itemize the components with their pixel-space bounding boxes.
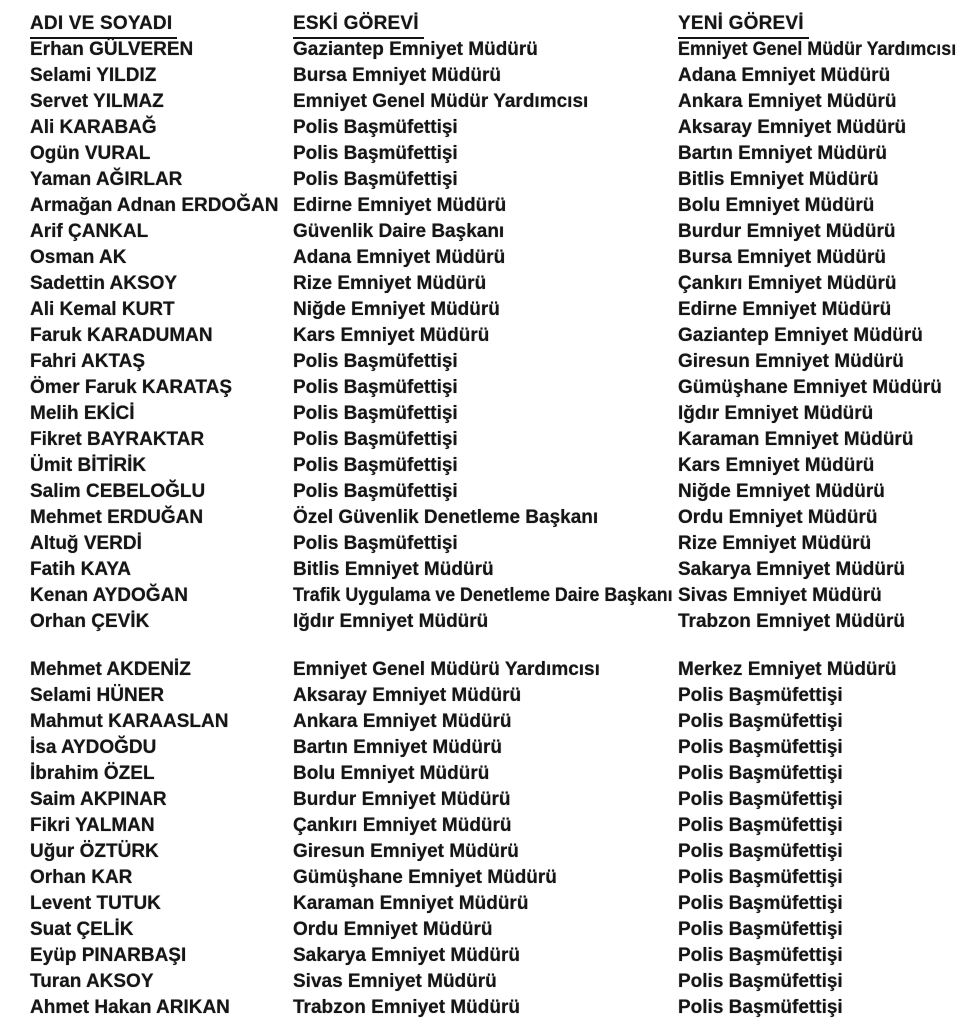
name-cell-text: Arif ÇANKAL <box>30 221 149 242</box>
name-cell-text: Uğur ÖZTÜRK <box>30 841 159 862</box>
old-position-cell <box>293 683 678 709</box>
new-position-cell-text: Emniyet Genel Müdür Yardımcısı <box>678 39 957 60</box>
new-position-cell <box>678 89 960 115</box>
new-position-cell-text: Ankara Emniyet Müdürü <box>678 91 897 112</box>
name-cell <box>30 787 293 813</box>
table-row <box>30 583 960 609</box>
new-position-cell <box>678 813 960 839</box>
new-position-cell <box>678 995 960 1021</box>
name-cell-text: Kenan AYDOĞAN <box>30 585 189 606</box>
table-row <box>30 709 960 735</box>
old-position-cell-text: Sakarya Emniyet Müdürü <box>293 945 521 966</box>
new-position-cell-text: Polis Başmüfettişi <box>678 789 843 810</box>
name-cell <box>30 583 293 609</box>
table-row <box>30 761 960 787</box>
old-position-cell-text: Polis Başmüfettişi <box>293 377 458 398</box>
old-position-cell <box>293 969 678 995</box>
old-position-cell <box>293 167 678 193</box>
old-position-cell <box>293 349 678 375</box>
old-position-cell <box>293 865 678 891</box>
table-row <box>30 89 960 115</box>
name-cell <box>30 865 293 891</box>
old-position-cell <box>293 427 678 453</box>
name-cell-text: Mehmet AKDENİZ <box>30 659 191 680</box>
new-position-cell <box>678 891 960 917</box>
old-position-cell <box>293 891 678 917</box>
header-old-position-label: ESKİ GÖREVİ <box>293 10 424 39</box>
old-position-cell-text: Polis Başmüfettişi <box>293 429 458 450</box>
new-position-cell <box>678 297 960 323</box>
name-cell <box>30 609 293 635</box>
new-position-cell-text: Bursa Emniyet Müdürü <box>678 247 886 268</box>
name-cell-text: Eyüp PINARBAŞI <box>30 945 187 966</box>
new-position-cell <box>678 349 960 375</box>
new-position-cell-text: Bitlis Emniyet Müdürü <box>678 169 879 190</box>
name-cell <box>30 375 293 401</box>
new-position-cell-text: Gaziantep Emniyet Müdürü <box>678 325 923 346</box>
old-position-cell-text: Kars Emniyet Müdürü <box>293 325 490 346</box>
name-cell <box>30 89 293 115</box>
name-cell-text: Yaman AĞIRLAR <box>30 169 183 190</box>
name-cell <box>30 219 293 245</box>
table-row <box>30 349 960 375</box>
old-position-cell <box>293 995 678 1021</box>
old-position-cell-text: Niğde Emniyet Müdürü <box>293 299 500 320</box>
table-row <box>30 323 960 349</box>
name-cell <box>30 505 293 531</box>
table-row <box>30 115 960 141</box>
old-position-cell <box>293 943 678 969</box>
name-cell-text: Fikri YALMAN <box>30 815 155 836</box>
new-position-cell-text: Sakarya Emniyet Müdürü <box>678 559 906 580</box>
new-position-cell <box>678 761 960 787</box>
appointments-group-reassignments <box>30 657 960 1021</box>
name-cell-text: Selami HÜNER <box>30 685 165 706</box>
table-row <box>30 787 960 813</box>
new-position-cell-text: Rize Emniyet Müdürü <box>678 533 872 554</box>
old-position-cell-text: Çankırı Emniyet Müdürü <box>293 815 512 836</box>
old-position-cell-text: Ordu Emniyet Müdürü <box>293 919 493 940</box>
new-position-cell <box>678 401 960 427</box>
name-cell <box>30 657 293 683</box>
old-position-cell-text: Rize Emniyet Müdürü <box>293 273 487 294</box>
old-position-cell-text: Ankara Emniyet Müdürü <box>293 711 512 732</box>
name-cell-text: Altuğ VERDİ <box>30 533 142 554</box>
new-position-cell-text: Trabzon Emniyet Müdürü <box>678 611 905 632</box>
new-position-cell <box>678 943 960 969</box>
old-position-cell-text: Burdur Emniyet Müdürü <box>293 789 511 810</box>
old-position-cell <box>293 839 678 865</box>
new-position-cell <box>678 167 960 193</box>
old-position-cell <box>293 245 678 271</box>
old-position-cell <box>293 735 678 761</box>
old-position-cell-text: Güvenlik Daire Başkanı <box>293 221 505 242</box>
new-position-cell <box>678 683 960 709</box>
new-position-cell-text: Adana Emniyet Müdürü <box>678 65 891 86</box>
old-position-cell <box>293 609 678 635</box>
old-position-cell <box>293 375 678 401</box>
header-name-cell <box>30 10 293 39</box>
name-cell-text: Orhan ÇEVİK <box>30 611 150 632</box>
name-cell <box>30 683 293 709</box>
table-row <box>30 657 960 683</box>
old-position-cell-text: Iğdır Emniyet Müdürü <box>293 611 489 632</box>
new-position-cell <box>678 969 960 995</box>
new-position-cell <box>678 787 960 813</box>
table-row <box>30 479 960 505</box>
old-position-cell-text: Bursa Emniyet Müdürü <box>293 65 501 86</box>
name-cell-text: Fahri AKTAŞ <box>30 351 146 372</box>
old-position-cell <box>293 297 678 323</box>
table-row <box>30 453 960 479</box>
old-position-cell-text: Emniyet Genel Müdür Yardımcısı <box>293 91 589 112</box>
table-row <box>30 865 960 891</box>
old-position-cell <box>293 813 678 839</box>
name-cell-text: Fikret BAYRAKTAR <box>30 429 205 450</box>
table-row <box>30 505 960 531</box>
name-cell-text: Ogün VURAL <box>30 143 151 164</box>
name-cell-text: Mehmet ERDUĞAN <box>30 507 204 528</box>
new-position-cell-text: Karaman Emniyet Müdürü <box>678 429 914 450</box>
name-cell <box>30 271 293 297</box>
name-cell-text: Faruk KARADUMAN <box>30 325 213 346</box>
old-position-cell <box>293 141 678 167</box>
new-position-cell-text: Giresun Emniyet Müdürü <box>678 351 904 372</box>
name-cell-text: Mahmut KARAASLAN <box>30 711 229 732</box>
new-position-cell-text: Polis Başmüfettişi <box>678 893 843 914</box>
new-position-cell-text: Gümüşhane Emniyet Müdürü <box>678 377 942 398</box>
name-cell-text: Suat ÇELİK <box>30 919 134 940</box>
name-cell <box>30 349 293 375</box>
old-position-cell <box>293 115 678 141</box>
name-cell <box>30 557 293 583</box>
old-position-cell-text: Edirne Emniyet Müdürü <box>293 195 507 216</box>
table-row <box>30 63 960 89</box>
new-position-cell-text: Merkez Emniyet Müdürü <box>678 659 897 680</box>
name-cell <box>30 531 293 557</box>
name-cell-text: Ali Kemal KURT <box>30 299 175 320</box>
name-cell-text: Selami YILDIZ <box>30 65 157 86</box>
new-position-cell-text: Niğde Emniyet Müdürü <box>678 481 885 502</box>
name-cell <box>30 761 293 787</box>
table-header-row <box>30 10 960 37</box>
new-position-cell-text: Edirne Emniyet Müdürü <box>678 299 892 320</box>
new-position-cell-text: Bolu Emniyet Müdürü <box>678 195 875 216</box>
name-cell <box>30 995 293 1021</box>
old-position-cell-text: Polis Başmüfettişi <box>293 403 458 424</box>
name-cell <box>30 917 293 943</box>
name-cell <box>30 709 293 735</box>
new-position-cell-text: Aksaray Emniyet Müdürü <box>678 117 907 138</box>
old-position-cell-text: Giresun Emniyet Müdürü <box>293 841 519 862</box>
name-cell-text: Orhan KAR <box>30 867 133 888</box>
old-position-cell <box>293 193 678 219</box>
header-name-label: ADI VE SOYADI <box>30 10 177 39</box>
new-position-cell <box>678 557 960 583</box>
old-position-cell-text: Polis Başmüfettişi <box>293 117 458 138</box>
old-position-cell <box>293 787 678 813</box>
name-cell <box>30 37 293 63</box>
name-cell <box>30 427 293 453</box>
name-cell <box>30 63 293 89</box>
table-row <box>30 917 960 943</box>
new-position-cell <box>678 709 960 735</box>
old-position-cell-text: Bolu Emniyet Müdürü <box>293 763 490 784</box>
table-row <box>30 297 960 323</box>
name-cell-text: Ahmet Hakan ARIKAN <box>30 997 230 1018</box>
name-cell-text: Erhan GÜLVEREN <box>30 39 194 60</box>
old-position-cell <box>293 453 678 479</box>
new-position-cell-text: Kars Emniyet Müdürü <box>678 455 875 476</box>
table-row <box>30 943 960 969</box>
old-position-cell-text: Polis Başmüfettişi <box>293 169 458 190</box>
name-cell <box>30 245 293 271</box>
new-position-cell <box>678 865 960 891</box>
table-row <box>30 141 960 167</box>
table-row <box>30 891 960 917</box>
new-position-cell <box>678 37 960 63</box>
old-position-cell <box>293 89 678 115</box>
table-row <box>30 735 960 761</box>
new-position-cell <box>678 479 960 505</box>
old-position-cell-text: Sivas Emniyet Müdürü <box>293 971 497 992</box>
name-cell-text: Salim CEBELOĞLU <box>30 481 206 502</box>
old-position-cell-text: Emniyet Genel Müdürü Yardımcısı <box>293 659 600 680</box>
table-row <box>30 37 960 63</box>
name-cell <box>30 167 293 193</box>
name-cell <box>30 453 293 479</box>
old-position-cell <box>293 271 678 297</box>
new-position-cell <box>678 583 960 609</box>
header-old-position-cell <box>293 10 678 39</box>
old-position-cell-text: Polis Başmüfettişi <box>293 481 458 502</box>
old-position-cell <box>293 401 678 427</box>
new-position-cell <box>678 657 960 683</box>
table-row <box>30 683 960 709</box>
old-position-cell <box>293 657 678 683</box>
name-cell-text: Levent TUTUK <box>30 893 161 914</box>
new-position-cell-text: Polis Başmüfettişi <box>678 867 843 888</box>
old-position-cell <box>293 531 678 557</box>
new-position-cell <box>678 375 960 401</box>
name-cell <box>30 297 293 323</box>
name-cell-text: Ümit BİTİRİK <box>30 455 147 476</box>
old-position-cell <box>293 557 678 583</box>
name-cell-text: Sadettin AKSOY <box>30 273 178 294</box>
new-position-cell <box>678 141 960 167</box>
table-row <box>30 531 960 557</box>
old-position-cell-text: Özel Güvenlik Denetleme Başkanı <box>293 507 599 528</box>
name-cell <box>30 839 293 865</box>
table-row <box>30 969 960 995</box>
new-position-cell <box>678 271 960 297</box>
new-position-cell-text: Polis Başmüfettişi <box>678 919 843 940</box>
name-cell <box>30 193 293 219</box>
header-new-position-cell <box>678 10 960 39</box>
name-cell-text: İbrahim ÖZEL <box>30 763 155 784</box>
old-position-cell-text: Polis Başmüfettişi <box>293 455 458 476</box>
table-row <box>30 839 960 865</box>
table-row <box>30 557 960 583</box>
table-row <box>30 193 960 219</box>
new-position-cell-text: Polis Başmüfettişi <box>678 997 843 1018</box>
name-cell <box>30 891 293 917</box>
old-position-cell-text: Polis Başmüfettişi <box>293 143 458 164</box>
new-position-cell <box>678 453 960 479</box>
old-position-cell <box>293 709 678 735</box>
table-row <box>30 995 960 1021</box>
old-position-cell-text: Bartın Emniyet Müdürü <box>293 737 503 758</box>
name-cell-text: Melih EKİCİ <box>30 403 135 424</box>
new-position-cell <box>678 531 960 557</box>
old-position-cell <box>293 583 678 609</box>
new-position-cell-text: Polis Başmüfettişi <box>678 815 843 836</box>
new-position-cell-text: Polis Başmüfettişi <box>678 763 843 784</box>
table-row <box>30 609 960 635</box>
old-position-cell-text: Gümüşhane Emniyet Müdürü <box>293 867 557 888</box>
old-position-cell <box>293 761 678 787</box>
name-cell-text: Ali KARABAĞ <box>30 117 157 138</box>
new-position-cell-text: Iğdır Emniyet Müdürü <box>678 403 874 424</box>
new-position-cell <box>678 193 960 219</box>
old-position-cell-text: Polis Başmüfettişi <box>293 351 458 372</box>
old-position-cell-text: Polis Başmüfettişi <box>293 533 458 554</box>
name-cell-text: Ömer Faruk KARATAŞ <box>30 377 232 398</box>
old-position-cell-text: Adana Emniyet Müdürü <box>293 247 506 268</box>
name-cell <box>30 141 293 167</box>
table-row <box>30 375 960 401</box>
name-cell <box>30 323 293 349</box>
old-position-cell-text: Aksaray Emniyet Müdürü <box>293 685 522 706</box>
name-cell-text: Turan AKSOY <box>30 971 154 992</box>
old-position-cell-text: Gaziantep Emniyet Müdürü <box>293 39 538 60</box>
new-position-cell-text: Polis Başmüfettişi <box>678 841 843 862</box>
new-position-cell <box>678 839 960 865</box>
new-position-cell <box>678 323 960 349</box>
appointments-group-promotions <box>30 37 960 635</box>
table-row <box>30 271 960 297</box>
old-position-cell-text: Trafik Uygulama ve Denetleme Daire Başkanı <box>293 585 673 606</box>
name-cell <box>30 735 293 761</box>
table-row <box>30 427 960 453</box>
new-position-cell-text: Polis Başmüfettişi <box>678 945 843 966</box>
new-position-cell-text: Burdur Emniyet Müdürü <box>678 221 896 242</box>
new-position-cell <box>678 917 960 943</box>
old-position-cell <box>293 323 678 349</box>
old-position-cell <box>293 63 678 89</box>
table-row <box>30 219 960 245</box>
name-cell-text: Osman AK <box>30 247 127 268</box>
new-position-cell <box>678 427 960 453</box>
name-cell <box>30 813 293 839</box>
new-position-cell <box>678 219 960 245</box>
old-position-cell <box>293 505 678 531</box>
table-row <box>30 401 960 427</box>
old-position-cell <box>293 219 678 245</box>
name-cell-text: Servet YILMAZ <box>30 91 164 112</box>
name-cell <box>30 401 293 427</box>
old-position-cell-text: Karaman Emniyet Müdürü <box>293 893 529 914</box>
new-position-cell-text: Polis Başmüfettişi <box>678 711 843 732</box>
new-position-cell-text: Çankırı Emniyet Müdürü <box>678 273 897 294</box>
new-position-cell <box>678 63 960 89</box>
new-position-cell <box>678 735 960 761</box>
old-position-cell-text: Trabzon Emniyet Müdürü <box>293 997 520 1018</box>
new-position-cell-text: Polis Başmüfettişi <box>678 971 843 992</box>
new-position-cell-text: Polis Başmüfettişi <box>678 685 843 706</box>
header-new-position-label: YENİ GÖREVİ <box>678 10 809 39</box>
name-cell <box>30 969 293 995</box>
name-cell-text: Armağan Adnan ERDOĞAN <box>30 195 279 216</box>
new-position-cell-text: Ordu Emniyet Müdürü <box>678 507 878 528</box>
table-row <box>30 167 960 193</box>
name-cell-text: Saim AKPINAR <box>30 789 167 810</box>
old-position-cell <box>293 479 678 505</box>
new-position-cell <box>678 505 960 531</box>
new-position-cell-text: Bartın Emniyet Müdürü <box>678 143 888 164</box>
old-position-cell <box>293 37 678 63</box>
new-position-cell <box>678 245 960 271</box>
name-cell <box>30 943 293 969</box>
name-cell <box>30 115 293 141</box>
old-position-cell <box>293 917 678 943</box>
name-cell-text: Fatih KAYA <box>30 559 132 580</box>
new-position-cell <box>678 609 960 635</box>
table-row <box>30 245 960 271</box>
name-cell <box>30 479 293 505</box>
new-position-cell <box>678 115 960 141</box>
name-cell-text: İsa AYDOĞDU <box>30 737 157 758</box>
old-position-cell-text: Bitlis Emniyet Müdürü <box>293 559 494 580</box>
new-position-cell-text: Polis Başmüfettişi <box>678 737 843 758</box>
new-position-cell-text: Sivas Emniyet Müdürü <box>678 585 882 606</box>
table-row <box>30 813 960 839</box>
